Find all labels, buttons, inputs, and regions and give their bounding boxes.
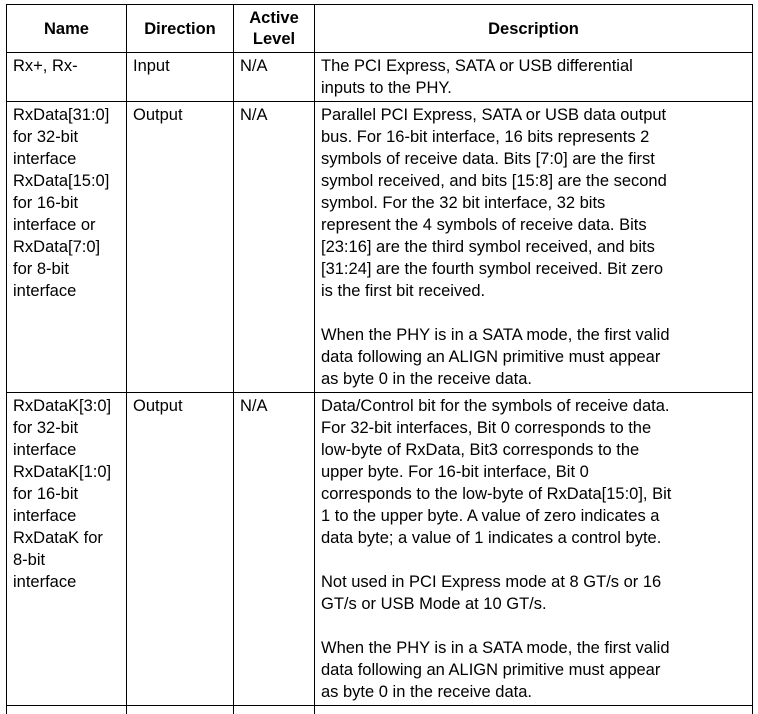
description-line: represent the 4 symbols of receive data. Bits: [321, 214, 747, 236]
signal-name-line: 8-bit: [13, 549, 121, 571]
description-line: bus. For 16-bit interface, 16 bits represents 2: [321, 126, 747, 148]
signal-name-line: for 32-bit: [13, 417, 121, 439]
description-line: When the PHY is in a SATA mode, the first valid: [321, 637, 747, 659]
continuation-cell: [127, 706, 234, 714]
signal-name-line: interface: [13, 571, 121, 593]
description-line: The PCI Express, SATA or USB differential: [321, 55, 747, 77]
signal-name-line: interface: [13, 505, 121, 527]
description-line: When the PHY is in a SATA mode, the first valid: [321, 324, 747, 346]
table-header-row: [7, 5, 753, 53]
table-row: [7, 102, 753, 393]
continuation-cell: [234, 706, 315, 714]
description-line: For 32-bit interfaces, Bit 0 corresponds to the: [321, 417, 747, 439]
signal-name-line: interface: [13, 439, 121, 461]
continuation-cell: [315, 706, 753, 714]
header-direction: Direction: [127, 5, 234, 53]
signal-name-line: interface: [13, 280, 121, 302]
cell-direction: Input: [127, 53, 234, 102]
description-line: corresponds to the low-byte of RxData[15:0], Bit: [321, 483, 747, 505]
description-line: upper byte. For 16-bit interface, Bit 0: [321, 461, 747, 483]
description-line: data following an ALIGN primitive must appear: [321, 346, 747, 368]
cell-active-level: N/A: [234, 393, 315, 706]
cell-signal-name: [7, 53, 127, 102]
header-active-level-line2: Level: [238, 29, 310, 50]
header-active-level: [234, 5, 315, 53]
signal-name-line: RxData[15:0]: [13, 170, 121, 192]
signal-name-line: RxData[31:0]: [13, 104, 121, 126]
paragraph-gap: [321, 549, 747, 571]
description-line: symbol. For the 32 bit interface, 32 bits: [321, 192, 747, 214]
continuation-cell: [7, 706, 127, 714]
signal-name-line: for 16-bit: [13, 483, 121, 505]
cell-active-level: N/A: [234, 102, 315, 393]
table-row: [7, 393, 753, 706]
cell-direction: Output: [127, 393, 234, 706]
signal-name-line: for 32-bit: [13, 126, 121, 148]
description-line: Data/Control bit for the symbols of receive data.: [321, 395, 747, 417]
signal-name-line: interface or: [13, 214, 121, 236]
cell-signal-name: [7, 102, 127, 393]
paragraph-gap: [321, 302, 747, 324]
description-line: [31:24] are the fourth symbol received. Bit zero: [321, 258, 747, 280]
description-line: data byte; a value of 1 indicates a control byte.: [321, 527, 747, 549]
description-line: as byte 0 in the receive data.: [321, 368, 747, 390]
table-body: [7, 53, 753, 714]
description-line: Not used in PCI Express mode at 8 GT/s or 16: [321, 571, 747, 593]
signal-name-line: for 8-bit: [13, 258, 121, 280]
description-line: inputs to the PHY.: [321, 77, 747, 99]
signal-description-table: [6, 4, 753, 714]
signal-name-line: interface: [13, 148, 121, 170]
cell-description: [315, 393, 753, 706]
description-line: symbol received, and bits [15:8] are the second: [321, 170, 747, 192]
description-line: [23:16] are the third symbol received, and bits: [321, 236, 747, 258]
description-line: symbols of receive data. Bits [7:0] are the first: [321, 148, 747, 170]
header-name: Name: [7, 5, 127, 53]
paragraph-gap: [321, 615, 747, 637]
description-line: as byte 0 in the receive data.: [321, 681, 747, 703]
signal-name-line: RxDataK for: [13, 527, 121, 549]
description-line: low-byte of RxData, Bit3 corresponds to the: [321, 439, 747, 461]
description-line: Parallel PCI Express, SATA or USB data output: [321, 104, 747, 126]
table-row-continuation: [7, 706, 753, 714]
description-line: GT/s or USB Mode at 10 GT/s.: [321, 593, 747, 615]
header-active-level-line1: Active: [238, 8, 310, 29]
cell-signal-name: [7, 393, 127, 706]
signal-name-line: RxData[7:0]: [13, 236, 121, 258]
signal-name-line: RxDataK[3:0]: [13, 395, 121, 417]
description-line: 1 to the upper byte. A value of zero indicates a: [321, 505, 747, 527]
signal-name-line: for 16-bit: [13, 192, 121, 214]
cell-active-level: N/A: [234, 53, 315, 102]
table-row: [7, 53, 753, 102]
cell-direction: Output: [127, 102, 234, 393]
description-line: data following an ALIGN primitive must appear: [321, 659, 747, 681]
description-line: is the first bit received.: [321, 280, 747, 302]
signal-name-line: RxDataK[1:0]: [13, 461, 121, 483]
signal-name-line: Rx+, Rx-: [13, 55, 121, 77]
cell-description: [315, 102, 753, 393]
header-description: Description: [315, 5, 753, 53]
cell-description: [315, 53, 753, 102]
